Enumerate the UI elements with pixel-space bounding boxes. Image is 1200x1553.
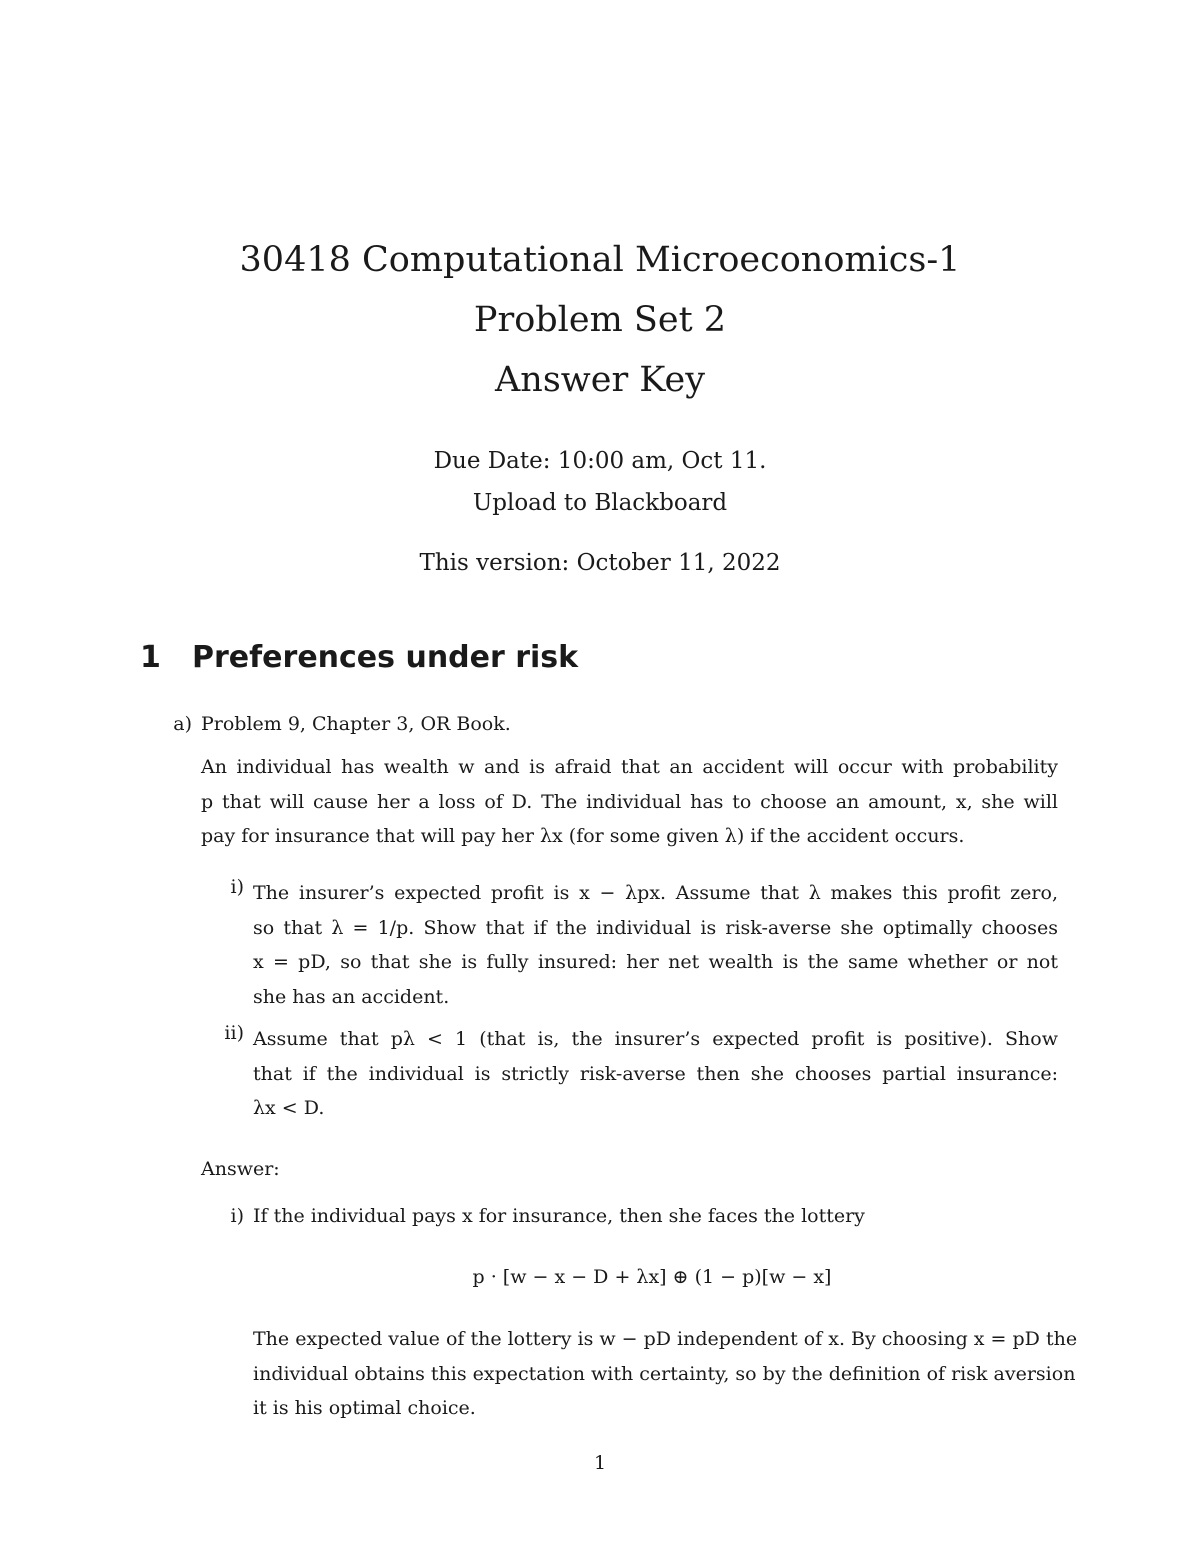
version-date: This version: October 11, 2022 [419,550,781,576]
answer-line: individual obtains this expectation with certainty, so by the definition of risk aversion [253,1362,1076,1385]
section-title: Preferences under risk [192,640,579,675]
item-i-line: The insurer’s expected profit is x − λpx. Assume that λ makes this profit zero, [253,882,1058,904]
section-number: 1 [140,640,161,675]
upload-note: Upload to Blackboard [472,490,728,516]
item-ii-line: λx < D. [253,1097,325,1119]
answer-heading: Answer: [201,1158,280,1180]
item-i-text [253,876,1058,1014]
lottery-equation: p · [w − x − D + λx] ⊕ (1 − p)[w − x] [472,1266,832,1288]
answer-item-label: i) [230,1205,244,1227]
answer-line: it is his optimal choice. [253,1397,476,1419]
problem-a-heading: Problem 9, Chapter 3, OR Book. [201,713,511,735]
item-ii-line: Assume that pλ < 1 (that is, the insurer’s expected profit is positive). Show [253,1028,1058,1050]
item-i-line: she has an accident. [253,985,450,1008]
problem-a-label: a) [173,713,192,735]
document-title: 30418 Computational Microeconomics-1 [239,240,961,280]
answer-line: The expected value of the lottery is w − pD independent of x. By choosing x = pD the [253,1328,1078,1350]
page-number: 1 [593,1452,607,1474]
answer-text [253,1322,1078,1426]
section-heading [140,640,578,675]
item-i-line: so that λ = 1/p. Show that if the individual is risk-averse she optimally chooses [253,916,1058,939]
item-ii-label: ii) [224,1022,244,1044]
problem-set-title: Problem Set 2 [473,300,727,340]
problem-a-text [201,750,1058,854]
item-ii-text [253,1022,1058,1126]
due-date: Due Date: 10:00 am, Oct 11. [433,448,767,474]
answer-intro: If the individual pays x for insurance, then she faces the lottery [253,1205,865,1227]
item-i-line: x = pD, so that she is fully insured: her net wealth is the same whether or not [253,951,1058,973]
item-i-label: i) [230,876,244,898]
problem-a-line: An individual has wealth w and is afraid that an accident will occur with probability [201,756,1058,778]
problem-a-line: p that will cause her a loss of D. The individual has to choose an amount, x, she will [201,790,1058,813]
answer-key-title: Answer Key [495,360,705,400]
item-ii-line: that if the individual is strictly risk-averse then she chooses partial insurance: [253,1062,1058,1085]
problem-a-line: pay for insurance that will pay her λx (for some given λ) if the accident occurs. [201,825,965,847]
